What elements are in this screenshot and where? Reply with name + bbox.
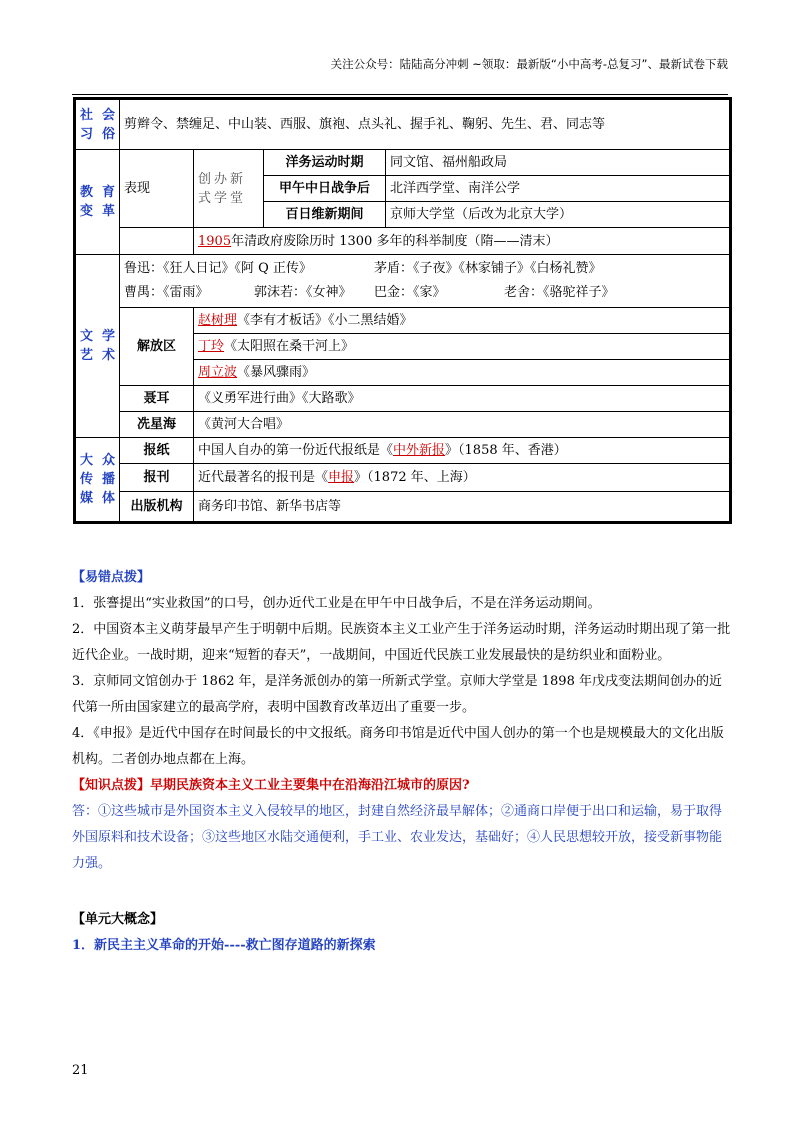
tip-item: 4．《申报》是近代中国存在时间最长的中文报纸。商务印书馆是近代中国人创办的第一个也是规模最大的文化出版机构。二者创办地点都在上海。 xyxy=(72,726,724,767)
period-name: 洋务运动时期 xyxy=(264,150,386,176)
author-entry: 茅盾：《子夜》《林家铺子》《白杨礼赞》 xyxy=(374,261,602,276)
liberated-author: 赵树理 xyxy=(198,313,238,328)
nie-er-label: 聂耳 xyxy=(120,386,194,412)
category-customs: 社会习俗 xyxy=(76,100,120,150)
journal-text xyxy=(194,464,730,492)
journal-post: 》（1872 年、上海） xyxy=(354,470,476,485)
unit-concept-heading: 【单元大概念】 xyxy=(72,912,164,927)
newspaper-pre: 中国人自办的第一份近代报纸是《 xyxy=(198,443,394,458)
page-number: 21 xyxy=(72,1063,89,1078)
category-media: 大众传播媒体 xyxy=(76,438,120,522)
customs-text: 剪辫令、禁缠足、中山装、西服、旗袍、点头礼、握手礼、鞠躬、先生、君、同志等 xyxy=(120,100,730,150)
author-entry: 老舍：《骆驼祥子》 xyxy=(504,285,615,300)
liberated-work xyxy=(194,360,730,386)
table-row-xian xyxy=(76,412,730,438)
liberated-works: 《暴风骤雨》 xyxy=(237,365,316,380)
xian-xinghai-label: 冼星海 xyxy=(120,412,194,438)
liberated-author: 周立波 xyxy=(198,365,238,380)
table-row-journal xyxy=(76,464,730,492)
newspaper-text xyxy=(194,438,730,464)
period-value: 同文馆、福州船政局 xyxy=(386,150,730,176)
nie-er-works: 《义勇军进行曲》《大路歌》 xyxy=(194,386,730,412)
authors-cell xyxy=(120,255,730,308)
journal-name: 申报 xyxy=(328,470,355,485)
tips-heading: 【易错点拨】 xyxy=(72,570,151,585)
publisher-text: 商务印书馆、新华书店等 xyxy=(194,492,730,522)
author-entry: 巴金：《家》 xyxy=(374,285,446,300)
table-row-customs xyxy=(76,100,730,150)
table-row-newspaper xyxy=(76,438,730,464)
liberated-works: 《太阳照在桑干河上》 xyxy=(224,339,355,354)
journal-label: 报刊 xyxy=(120,464,194,492)
knowledge-answer: 答：①这些城市是外国资本主义入侵较早的地区，封建自然经济最早解体；②通商口岸便于出口和运输，易于取得外国原料和技术设备；③这些地区水陆交通便利，手工业、农业发达，基础好；④人民思想较开放，接受新事物能力强。 xyxy=(72,804,723,871)
liberated-area-label: 解放区 xyxy=(120,308,194,386)
liberated-work xyxy=(194,334,730,360)
newspaper-post: 》（1858 年、香港） xyxy=(445,443,567,458)
blank-cell xyxy=(120,228,194,255)
exam-abolition xyxy=(194,228,730,255)
newspaper-name: 中外新报 xyxy=(393,443,446,458)
category-literature: 文学艺术 xyxy=(76,255,120,438)
author-entry: 郭沫若：《女神》 xyxy=(254,285,352,300)
liberated-works: 《李有才板话》《小二黑结婚》 xyxy=(237,313,413,328)
author-entry: 鲁迅：《狂人日记》《阿 Q 正传》 xyxy=(124,261,312,276)
exam-text: 年清政府废除历时 1300 多年的科举制度（隋——清末） xyxy=(231,233,559,249)
liberated-author: 丁玲 xyxy=(198,339,225,354)
table-row-education-1 xyxy=(76,150,730,176)
knowledge-heading: 【知识点拨】早期民族资本主义工业主要集中在沿海沿江城市的原因? xyxy=(72,778,470,793)
xian-xinghai-works: 《黄河大合唱》 xyxy=(194,412,730,438)
authors-line-1 xyxy=(124,257,725,281)
exam-year: 1905 xyxy=(198,233,232,249)
table-row-liberated-1 xyxy=(76,308,730,334)
liberated-work xyxy=(194,308,730,334)
new-schools-label: 创办新式学堂 xyxy=(194,150,264,228)
table-row-authors xyxy=(76,255,730,308)
category-education: 教育变革 xyxy=(76,150,120,255)
header-divider xyxy=(72,94,728,95)
summary-table xyxy=(73,97,732,524)
author-entry: 曹禺：《雷雨》 xyxy=(124,285,209,300)
period-value: 北洋西学堂、南洋公学 xyxy=(386,176,730,202)
table-row-nie xyxy=(76,386,730,412)
period-name: 甲午中日战争后 xyxy=(264,176,386,202)
period-value: 京师大学堂（后改为北京大学） xyxy=(386,202,730,228)
notes-section xyxy=(72,565,732,959)
period-name: 百日维新期间 xyxy=(264,202,386,228)
tip-item: 3．京师同文馆创办于 1862 年，是洋务派创办的第一所新式学堂。京师大学堂是 1898 年戊戌变法期间创办的近代第一所由国家建立的最高学府，表明中国教育改革迈出了重要一步。 xyxy=(72,674,722,715)
journal-pre: 近代最著名的报刊是《 xyxy=(198,470,329,485)
authors-line-2 xyxy=(124,281,725,305)
table-row-publisher xyxy=(76,492,730,522)
education-sub-label: 表现 xyxy=(120,150,194,228)
table-row-exam xyxy=(76,228,730,255)
publisher-label: 出版机构 xyxy=(120,492,194,522)
tip-item: 2．中国资本主义萌芽最早产生于明朝中后期。民族资本主义工业产生于洋务运动时期，洋务运动时期出现了第一批近代企业。一战时期，迎来“短暂的春天”，一战期间，中国近代民族工业发展最快的是纺织业和面粉业。 xyxy=(72,622,731,663)
unit-concept-item: 1．新民主主义革命的开始----救亡图存道路的新探索 xyxy=(72,938,376,953)
header-note: 关注公众号：陆陆高分冲刺 ~领取：最新版“小中高考-总复习”、最新试卷下载 xyxy=(330,57,728,71)
tip-item: 1．张謇提出“实业救国”的口号，创办近代工业是在甲午中日战争后，不是在洋务运动期间。 xyxy=(72,596,601,611)
newspaper-label: 报纸 xyxy=(120,438,194,464)
